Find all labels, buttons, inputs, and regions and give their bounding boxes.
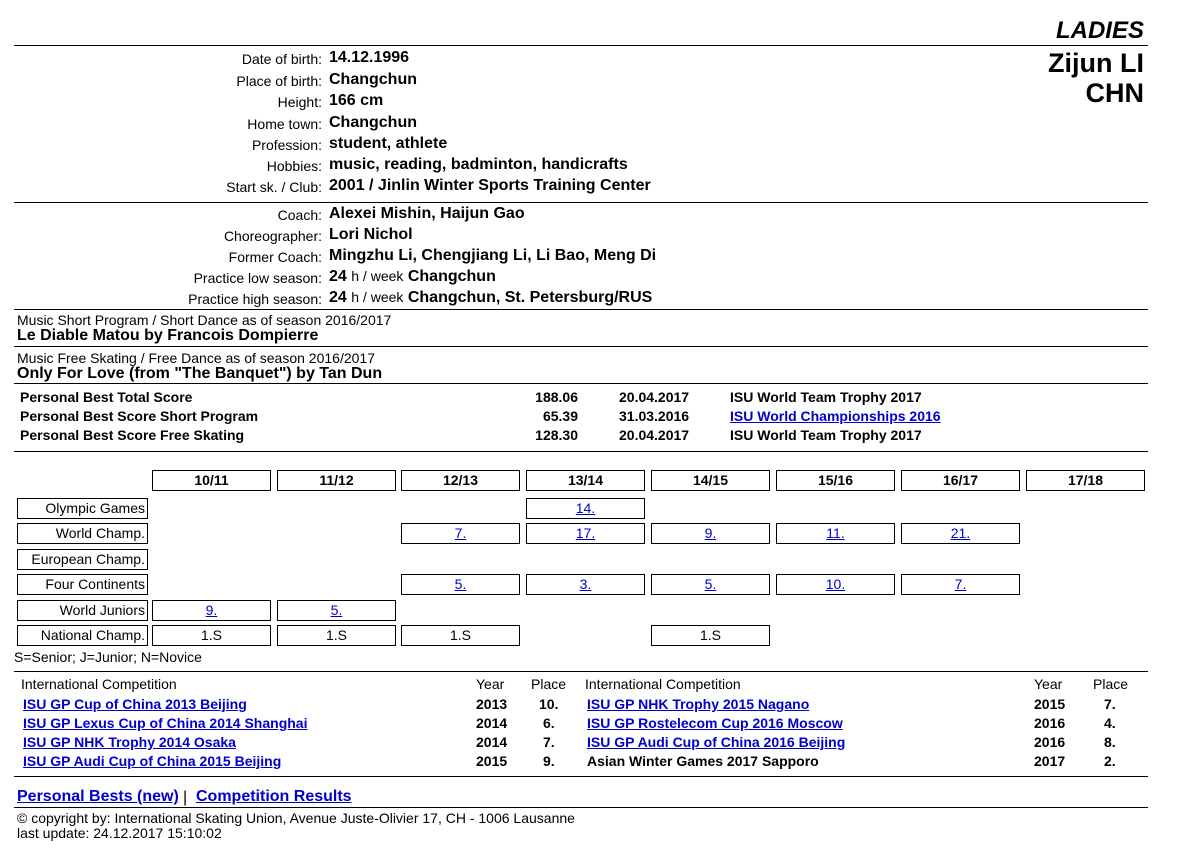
bio-value-birth-date: 14.12.1996 <box>329 49 410 66</box>
season-header: 10/11 <box>152 470 271 491</box>
practice-low-value <box>329 268 496 286</box>
divider <box>14 776 1148 777</box>
pb-free-date: 20.04.2017 <box>619 427 690 443</box>
intl-competition-name: Asian Winter Games 2017 Sapporo <box>587 753 819 769</box>
intl-year: 2017 <box>1034 753 1066 769</box>
intl-place: 7. <box>543 734 555 750</box>
result-link[interactable]: 11. <box>826 525 845 541</box>
category-olympic-games: Olympic Games <box>17 498 148 519</box>
result-link[interactable]: 21. <box>950 525 971 541</box>
pb-total-label: Personal Best Total Score <box>20 389 193 405</box>
practice-high-hours: 24 <box>329 289 347 306</box>
season-header: 12/13 <box>401 470 520 491</box>
choreographer-label: Choreographer: <box>223 228 322 244</box>
pb-free-score: 128.30 <box>535 427 578 443</box>
divider <box>14 45 1148 46</box>
pb-short-date: 31.03.2016 <box>619 408 690 424</box>
result-cell: 1.S <box>651 625 770 646</box>
pb-total-date: 20.04.2017 <box>619 389 690 405</box>
season-header: 13/14 <box>526 470 645 491</box>
result-link[interactable]: 7. <box>454 525 467 541</box>
bio-value-height: 166 cm <box>329 92 384 109</box>
intl-competition-link[interactable]: ISU GP Audi Cup of China 2016 Beijing <box>587 734 846 750</box>
bio-value-profession: student, athlete <box>329 135 448 152</box>
intl-year: 2014 <box>476 734 508 750</box>
intl-competition-link[interactable]: ISU GP Lexus Cup of China 2014 Shanghai <box>23 715 308 731</box>
intl-place: 10. <box>539 696 559 712</box>
intl-competition-link[interactable]: ISU GP Audi Cup of China 2015 Beijing <box>23 753 282 769</box>
practice-low-label: Practice low season: <box>193 270 322 286</box>
intl-competition-link[interactable]: ISU GP NHK Trophy 2014 Osaka <box>23 734 236 750</box>
practice-high-label: Practice high season: <box>188 291 322 307</box>
result-cell: 1.S <box>401 625 520 646</box>
bio-value-birth-place: Changchun <box>329 71 417 88</box>
intl-header-place: Place <box>1093 676 1129 692</box>
result-link[interactable]: 17. <box>575 525 596 541</box>
result-link[interactable]: 5. <box>454 576 467 592</box>
intl-place: 8. <box>1104 734 1116 750</box>
intl-place: 4. <box>1104 715 1116 731</box>
intl-header-place: Place <box>531 676 567 692</box>
season-header: 17/18 <box>1026 470 1145 491</box>
result-link[interactable]: 5. <box>704 576 717 592</box>
intl-place: 2. <box>1104 753 1116 769</box>
intl-place: 6. <box>543 715 555 731</box>
pb-short-label: Personal Best Score Short Program <box>20 408 259 424</box>
pb-free-label: Personal Best Score Free Skating <box>20 427 245 443</box>
result-link[interactable]: 9. <box>704 525 717 541</box>
bio-label-hobbies: Hobbies: <box>266 158 322 174</box>
season-header: 15/16 <box>776 470 895 491</box>
intl-year: 2015 <box>1034 696 1066 712</box>
divider <box>14 202 1148 203</box>
intl-header-year: Year <box>476 676 505 692</box>
result-link[interactable]: 10. <box>825 576 846 592</box>
result-link[interactable]: 14. <box>575 500 596 516</box>
result-link[interactable]: 5. <box>330 602 343 618</box>
pb-total-score: 188.06 <box>535 389 578 405</box>
short-music-caption: Music Short Program / Short Dance as of season 2016/2017 <box>17 312 392 328</box>
intl-competition-link[interactable]: ISU GP Cup of China 2013 Beijing <box>23 696 247 712</box>
category-national-champ: National Champ. <box>17 625 148 646</box>
divider <box>14 451 1148 452</box>
divider <box>14 807 1148 808</box>
free-music-title: Only For Love (from "The Banquet") by Tan Dun <box>17 365 383 382</box>
short-music-title: Le Diable Matou by Francois Dompierre <box>17 327 319 344</box>
copyright: © copyright by: International Skating Union, Avenue Juste-Olivier 17, CH - 1006 Lausanne <box>17 810 575 826</box>
free-music-caption: Music Free Skating / Free Dance as of season 2016/2017 <box>17 350 375 366</box>
bio-label-club: Start sk. / Club: <box>226 179 322 195</box>
former-coach-value: Mingzhu Li, Chengjiang Li, Li Bao, Meng Di <box>329 247 657 264</box>
intl-year: 2013 <box>476 696 508 712</box>
intl-year: 2016 <box>1034 715 1066 731</box>
last-update: last update: 24.12.2017 15:10:02 <box>17 825 222 841</box>
practice-low-unit: h / week <box>351 268 404 284</box>
result-link[interactable]: 3. <box>579 576 592 592</box>
divider <box>14 383 1148 384</box>
pb-short-score: 65.39 <box>542 408 578 424</box>
divider <box>14 309 1148 310</box>
practice-high-value <box>329 289 652 307</box>
season-header: 14/15 <box>651 470 770 491</box>
intl-competition-link[interactable]: ISU GP NHK Trophy 2015 Nagano <box>587 696 810 712</box>
bio-label-home-town: Home town: <box>247 116 322 132</box>
result-link[interactable]: 9. <box>205 602 218 618</box>
intl-year: 2016 <box>1034 734 1066 750</box>
choreographer-value: Lori Nichol <box>329 226 413 243</box>
former-coach-label: Former Coach: <box>228 249 322 265</box>
coach-value: Alexei Mishin, Haijun Gao <box>329 205 525 222</box>
bio-label-birth-date: Date of birth: <box>241 51 322 67</box>
result-link[interactable]: 7. <box>954 576 967 592</box>
intl-place: 9. <box>543 753 555 769</box>
bio-label-profession: Profession: <box>251 137 322 153</box>
coach-label: Coach: <box>277 207 322 223</box>
legend: S=Senior; J=Junior; N=Novice <box>14 649 202 665</box>
season-header: 11/12 <box>277 470 396 491</box>
practice-high-unit: h / week <box>351 289 404 305</box>
intl-year: 2014 <box>476 715 508 731</box>
divider <box>14 671 1148 672</box>
skater-nation: CHN <box>1085 78 1144 108</box>
competition-results-link[interactable]: Competition Results <box>196 788 352 805</box>
category-four-continents: Four Continents <box>17 574 148 595</box>
intl-header-competition: International Competition <box>585 676 741 692</box>
bio-label-birth-place: Place of birth: <box>236 73 322 89</box>
season-header: 16/17 <box>901 470 1020 491</box>
result-cell: 1.S <box>277 625 396 646</box>
pb-total-event: ISU World Team Trophy 2017 <box>730 389 922 405</box>
intl-competition-link[interactable]: ISU GP Rostelecom Cup 2016 Moscow <box>587 715 843 731</box>
pb-free-event: ISU World Team Trophy 2017 <box>730 427 922 443</box>
pb-short-event-link[interactable]: ISU World Championships 2016 <box>730 408 941 424</box>
personal-bests-link[interactable]: Personal Bests (new) <box>17 788 179 805</box>
intl-header-year: Year <box>1034 676 1063 692</box>
intl-year: 2015 <box>476 753 508 769</box>
footer-separator: | <box>183 789 188 806</box>
category-world-juniors: World Juniors <box>17 600 148 621</box>
bio-label-height: Height: <box>277 94 322 110</box>
intl-place: 7. <box>1104 696 1116 712</box>
bio-value-hobbies: music, reading, badminton, handicrafts <box>329 156 628 173</box>
divider <box>14 346 1148 347</box>
practice-high-place: Changchun, St. Petersburg/RUS <box>407 289 653 306</box>
practice-low-hours: 24 <box>329 268 347 285</box>
skater-name: Zijun LI <box>1048 48 1144 78</box>
category-world-champ: World Champ. <box>17 523 148 544</box>
bio-value-club: 2001 / Jinlin Winter Sports Training Center <box>329 177 651 194</box>
skater-heading <box>1048 48 1144 108</box>
category-title: LADIES <box>1055 17 1144 44</box>
result-cell: 1.S <box>152 625 271 646</box>
intl-header-competition: International Competition <box>21 676 177 692</box>
category-european-champ: European Champ. <box>17 549 148 570</box>
practice-low-place: Changchun <box>407 268 496 285</box>
bio-value-home-town: Changchun <box>329 114 417 131</box>
